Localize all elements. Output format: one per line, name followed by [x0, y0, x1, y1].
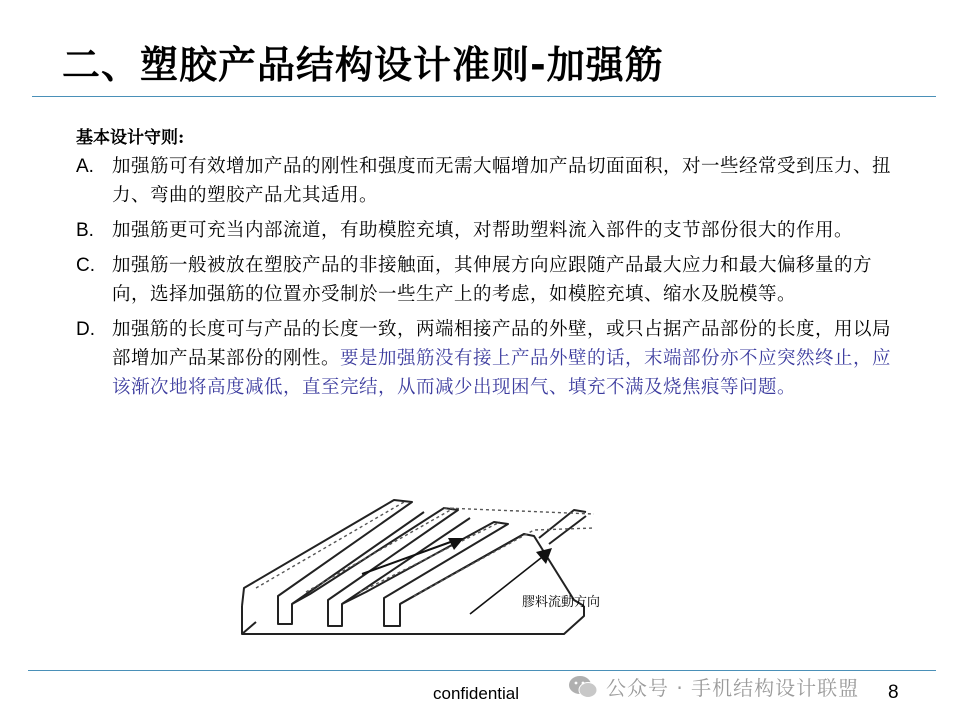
flow-direction-label: 膠料流動方向	[522, 595, 601, 610]
list-text: 加强筋可有效增加产品的刚性和强度而无需大幅增加产品切面面积，对一些经常受到压力、扭力、弯曲的塑胶产品尤其适用。	[112, 156, 892, 206]
section-heading: 基本设计守则:	[76, 128, 185, 148]
footer-divider	[28, 670, 936, 671]
rib-flow-diagram	[234, 488, 604, 648]
guideline-list	[76, 152, 906, 408]
page-number: 8	[888, 682, 899, 703]
watermark-text: 公众号 · 手机结构设计联盟	[606, 676, 860, 700]
list-marker: C.	[76, 255, 95, 276]
footer-confidential: confidential	[433, 684, 520, 703]
page-title: 二、塑胶产品结构设计准则-加强筋	[62, 43, 664, 87]
highlighted-text: 要是加强筋没有接上产品外壁的话，末端部份亦不应突然终止，应该渐次地将高度减低，直至完结，从而减少出现困气、填充不满及烧焦痕等问题。	[112, 348, 892, 398]
list-item-a	[76, 152, 906, 210]
watermark	[568, 672, 859, 701]
list-marker: B.	[76, 220, 94, 241]
list-item-d	[76, 315, 906, 402]
title-divider	[32, 96, 936, 97]
list-item-b	[76, 216, 906, 245]
list-text: 加强筋的长度可与产品的长度一致，两端相接产品的外壁，或只占据产品部份的长度，用以局部增加产品某部份的刚性。	[112, 319, 892, 369]
list-text: 加强筋更可充当内部流道，有助模腔充填，对帮助塑料流入部件的支节部份很大的作用。	[112, 220, 854, 241]
list-marker: A.	[76, 156, 94, 177]
list-item-c	[76, 251, 906, 309]
list-text-container	[112, 315, 892, 402]
list-text: 加强筋一般被放在塑胶产品的非接触面，其伸展方向应跟随产品最大应力和最大偏移量的方向，选择加强筋的位置亦受制於一些生产上的考虑，如模腔充填、缩水及脱模等。	[112, 255, 873, 305]
list-marker: D.	[76, 319, 95, 340]
wechat-icon	[568, 674, 598, 700]
